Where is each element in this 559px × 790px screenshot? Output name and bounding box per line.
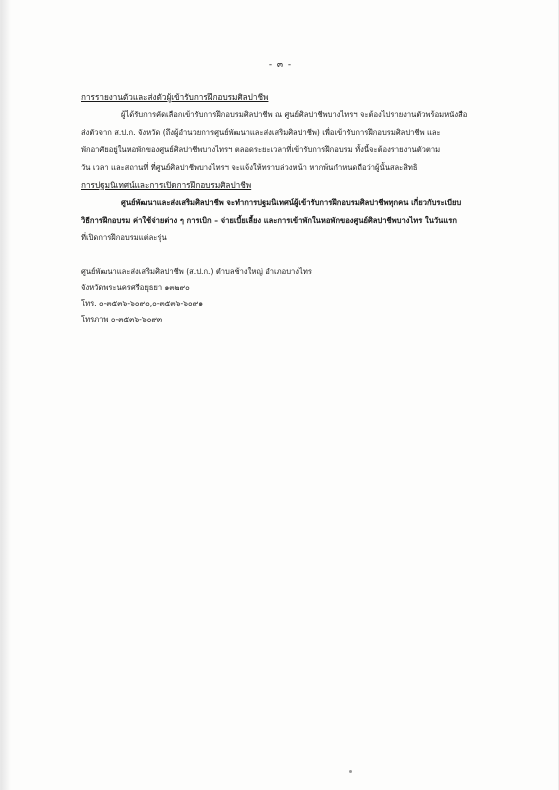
paragraph-line: ศูนย์พัฒนาและส่งเสริมศิลปาชีพ จะทำการปฐมนิเทศน์ผู้เข้ารับการฝึกอบรมศิลปาชีพทุกคน เกี่ยวกับระเบียบ [121,198,462,207]
paragraph-line: ผู้ได้รับการคัดเลือกเข้ารับการฝึกอบรมศิลปาชีพ ณ ศูนย์ศิลปาชีพบางไทรฯ จะต้องไปรายงานตัวพร้อมหนังสือ [121,110,468,119]
paragraph-line: วัน เวลา และสถานที่ ที่ศูนย์ศิลปาชีพบางไทรฯ จะแจ้งให้ทราบล่วงหน้า หากพ้นกำหนดถือว่าผู้นั้นสละสิทธิ [81,162,418,172]
contact-province: จังหวัดพระนครศรีอยุธยา ๑๓๒๙๐ [81,283,190,292]
section-heading: การรายงานตัวและส่งตัวผู้เข้ารับการฝึกอบรมศิลปาชีพ [81,92,269,102]
page-edge-shadow [1,0,11,790]
page-number: - ๓ - [268,60,293,70]
paragraph-line: ส่งตัวจาก ส.ป.ก. จังหวัด (ถึงผู้อำนวยการศูนย์พัฒนาและส่งเสริมศิลปาชีพ) เพื่อเข้ารับการฝึกอบรมศิลปาชีพ และ [81,127,441,137]
section-orientation [81,180,481,247]
contact-org: ศูนย์พัฒนาและส่งเสริมศิลปาชีพ (ส.ป.ก.) ตำบลช้างใหญ่ อำเภอบางไทร [81,267,312,276]
contact-phone: โทร. ๐-๓๕๓๖-๖๐๙๐,๐-๓๕๓๖-๖๐๙๑ [81,299,204,308]
section-heading: การปฐมนิเทศน์และการเปิดการฝึกอบรมศิลปาชีพ [81,180,252,190]
scan-speck [349,770,352,773]
paragraph-line: ที่เปิดการฝึกอบรมแต่ละรุ่น [81,233,167,242]
paragraph-line: วิธีการฝึกอบรม ค่าใช้จ่ายต่าง ๆ การเบิก – จ่ายเบี้ยเลี้ยง และการเข้าพักในหอพักของศูนย์ศิลปาชีพบางไทร ในวันแรก [81,215,457,225]
paragraph-line: พักอาศัยอยู่ในหอพักของศูนย์ศิลปาชีพบางไทรฯ ตลอดระยะเวลาที่เข้ารับการฝึกอบรม ทั้งนี้จะต้องรายงานตัวตาม [81,145,441,154]
contact-fax: โทรภาพ ๐-๓๕๓๖-๖๐๙๓ [81,315,163,324]
contact-block [81,264,481,328]
section-reporting [81,92,481,176]
